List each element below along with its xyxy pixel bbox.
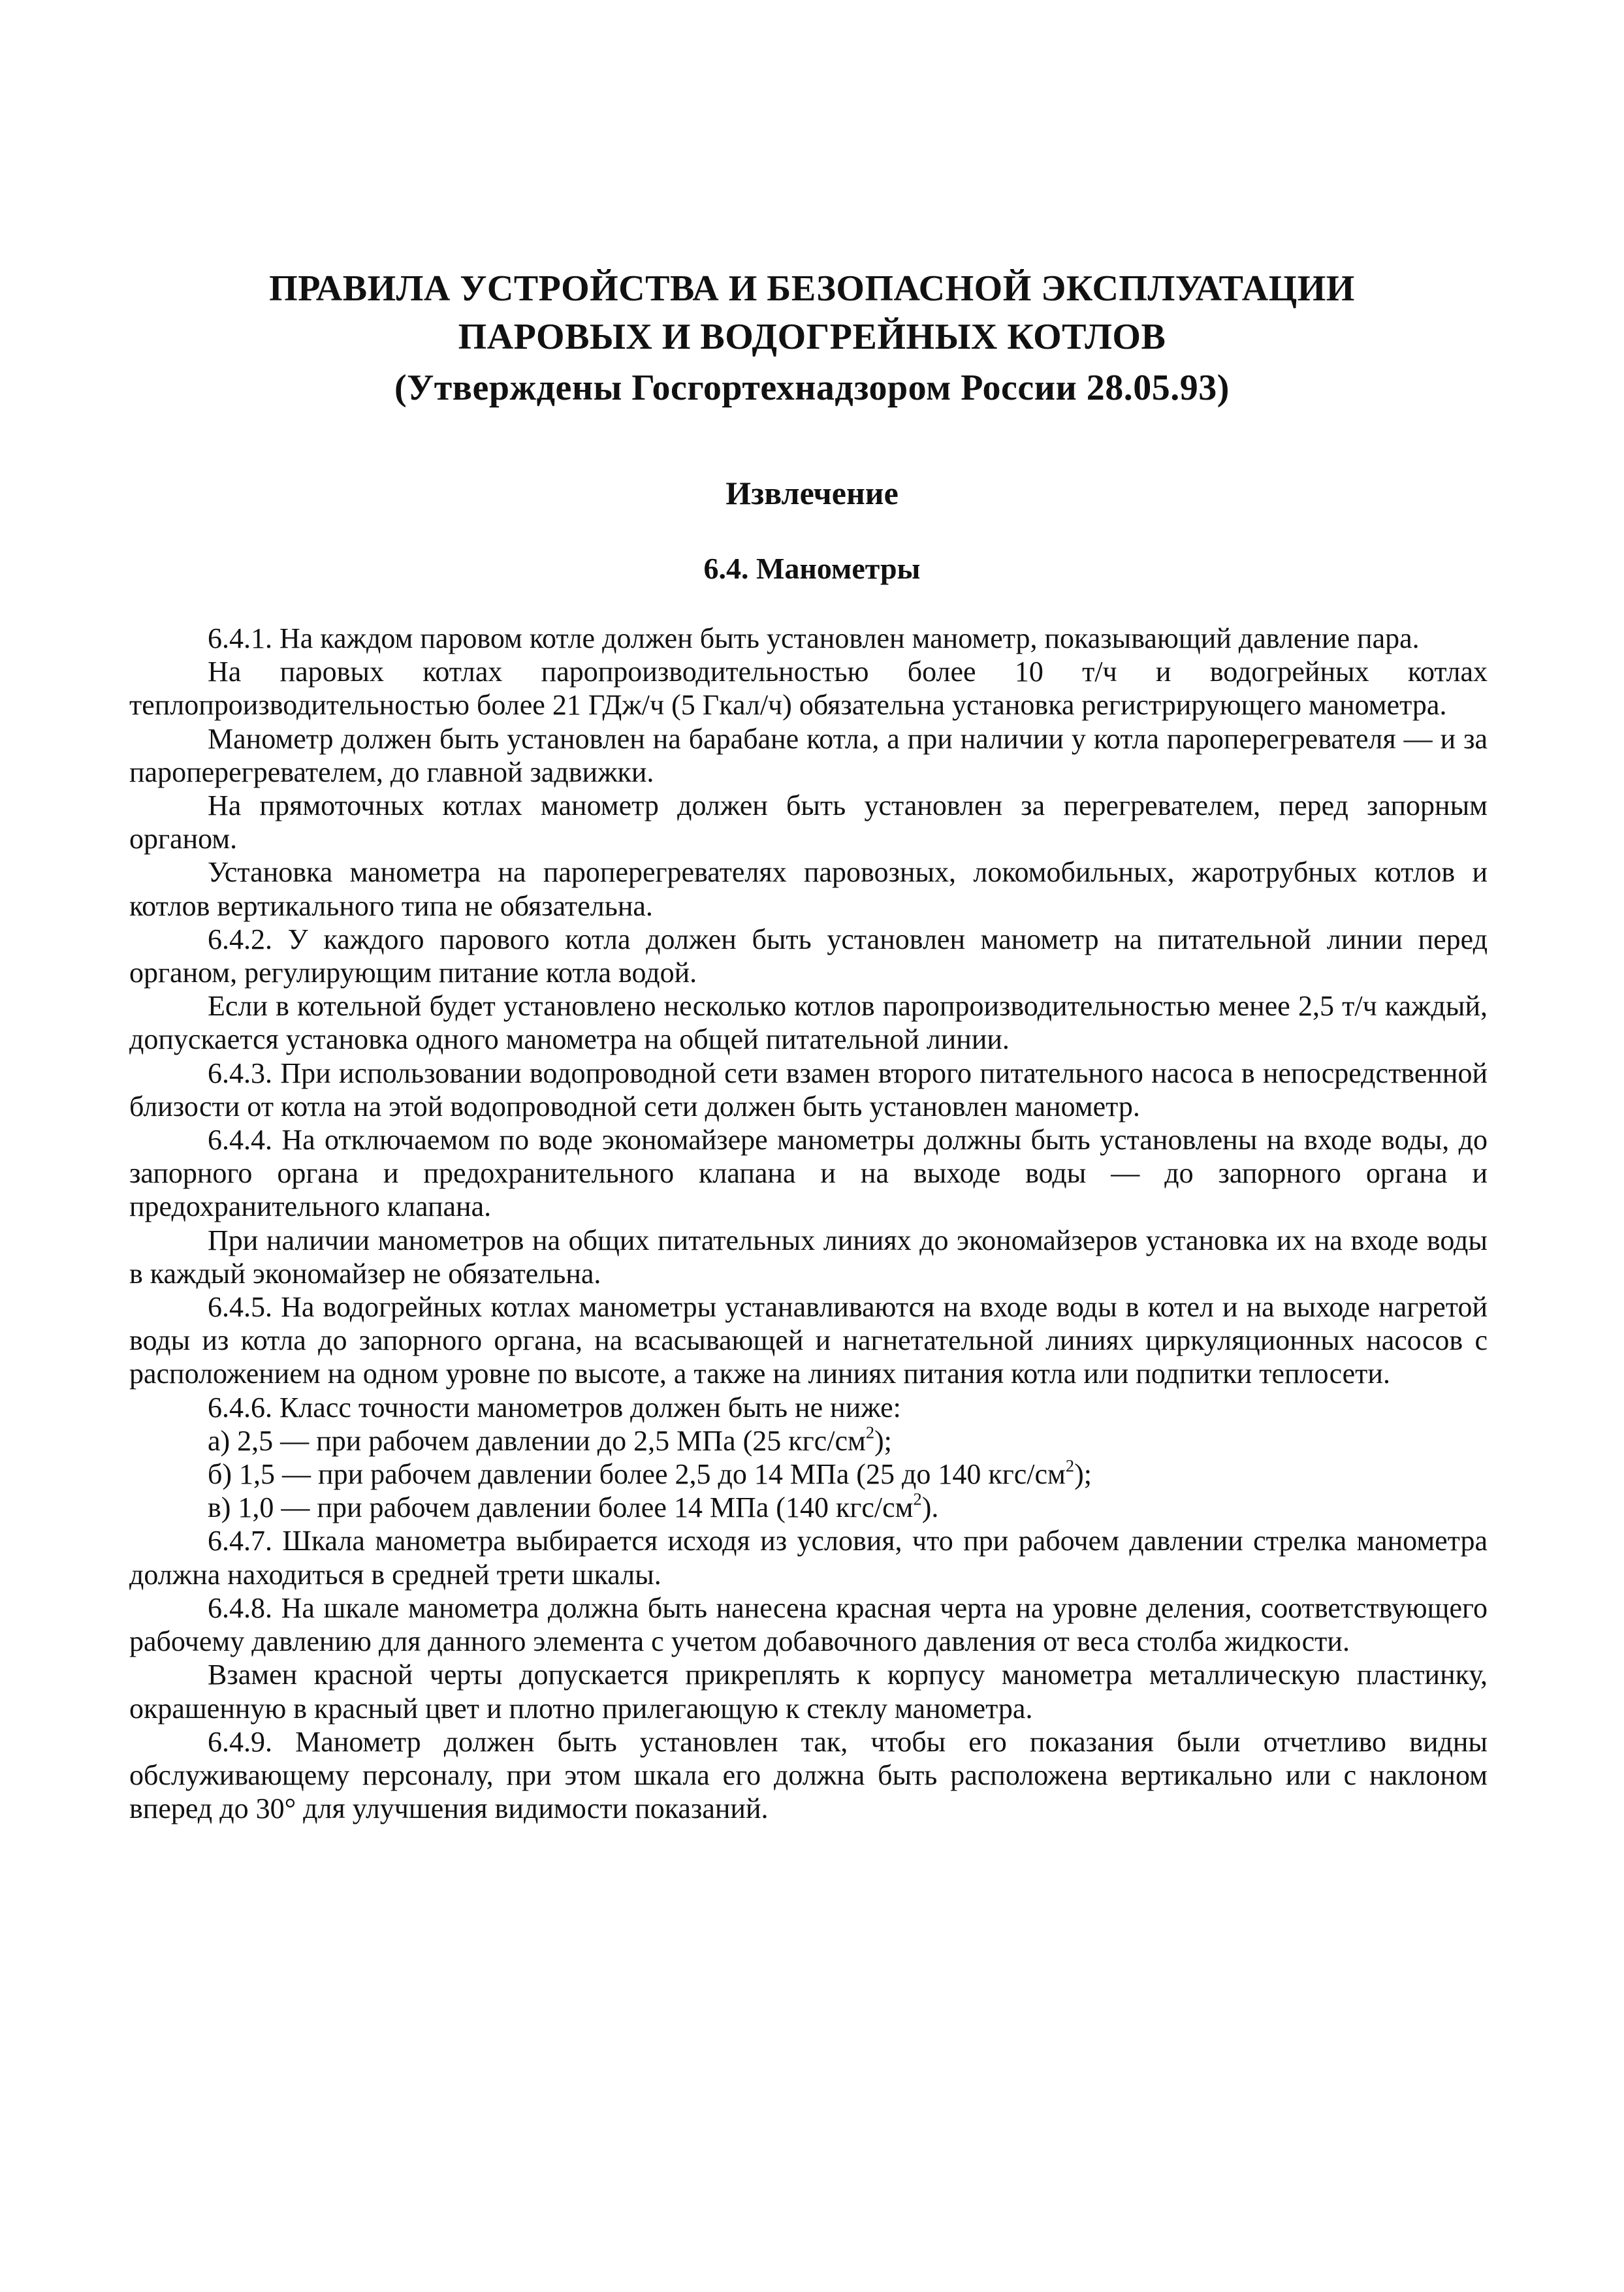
paragraph-6-4-9: 6.4.9. Манометр должен быть установлен так, чтобы его показания были отчетливо видны обслуживающему персоналу, при этом шкала его должна быть расположена вертикально или с наклоном вперед до 30° для улучшения видимости показаний. (129, 1725, 1488, 1825)
paragraph-6-4-8: 6.4.8. На шкале манометра должна быть нанесена красная черта на уровне деления, соответствующего рабочему давлению для данного элемента с учетом добавочного давления от веса столба жидкости. (129, 1591, 1488, 1658)
paragraph-common-feed-line: Если в котельной будет установлено несколько котлов паропроизводительностью менее 2,5 т/ч каждый, допускается установка одного манометра на общей питательной линии. (129, 990, 1488, 1056)
paragraph-6-4-2: 6.4.2. У каждого парового котла должен быть установлен манометр на питательной линии перед органом, регулирующим питание котла водой. (129, 923, 1488, 989)
paragraph-6-4-5: 6.4.5. На водогрейных котлах манометры устанавливаются на входе воды в котел и на выходе нагретой воды из котла до запорного органа, на всасывающей и нагнетательной линиях циркуляционных насосов с расположением на одном уровне по высоте, а также на линиях питания котла или подпитки теплосети. (129, 1291, 1488, 1390)
paragraph-red-line-plate: Взамен красной черты допускается прикреплять к корпусу манометра металлическую пластинку, окрашенную в красный цвет и плотно прилегающую к стеклу манометра. (129, 1659, 1488, 1725)
body-text (129, 622, 1488, 1825)
extract-label: Извлечение (725, 475, 899, 511)
paragraph-optional-installation: Установка манометра на пароперегревателях паровозных, локомобильных, жаротрубных котлов и котлов вертикального типа не обязательна. (129, 856, 1488, 922)
document-title (0, 264, 1624, 412)
title-line-1: ПРАВИЛА УСТРОЙСТВА И БЕЗОПАСНОЙ ЭКСПЛУАТАЦИИ (269, 268, 1355, 309)
list-item-class-1-0: в) 1,0 — при рабочем давлении более 14 МПа (140 кгс/$см^2$). (208, 1489, 939, 1524)
paragraph-6-4-7: 6.4.7. Шкала манометра выбирается исходя из условия, что при рабочем давлении стрелка манометра должна находиться в средней трети шкалы. (129, 1525, 1488, 1591)
title-line-2: ПАРОВЫХ И ВОДОГРЕЙНЫХ КОТЛОВ (458, 317, 1166, 357)
paragraph-drum-installation: Манометр должен быть установлен на барабане котла, а при наличии у котла пароперегревателя — и за пароперегревателем, до главной задвижки. (129, 722, 1488, 788)
paragraph-recording-manometer: На паровых котлах паропроизводительностью более 10 т/ч и водогрейных котлах теплопроизводительностью более 21 ГДж/ч (5 Гкал/ч) обязательна установка регистрирующего манометра. (129, 656, 1488, 722)
paragraph-6-4-1: 6.4.1. На каждом паровом котле должен быть установлен манометр, показывающий давление пара. (208, 622, 1420, 654)
approval-note: (Утверждены Госгортехнадзором России 28.05.93) (394, 368, 1230, 408)
list-item-class-1-5: б) 1,5 — при рабочем давлении более 2,5 до 14 МПа (25 до 140 кгс/$см^2$); (208, 1456, 1092, 1491)
paragraph-once-through-boilers: На прямоточных котлах манометр должен быть установлен за перегревателем, перед запорным органом. (129, 789, 1488, 855)
section-heading: 6.4. Манометры (703, 552, 921, 585)
paragraph-6-4-6: 6.4.6. Класс точности манометров должен быть не ниже: (208, 1391, 901, 1424)
paragraph-6-4-4: 6.4.4. На отключаемом по воде экономайзере манометры должны быть установлены на входе воды, до запорного органа и предохранительного клапана и на выходе воды — до запорного органа и предохранительного клапана. (129, 1124, 1488, 1223)
list-item-class-2-5: а) 2,5 — при рабочем давлении до 2,5 МПа (25 кгс/$см^2$); (208, 1422, 892, 1457)
paragraph-economizer-inlets: При наличии манометров на общих питательных линиях до экономайзеров установка их на входе воды в каждый экономайзер не обязательна. (129, 1224, 1488, 1290)
paragraph-6-4-3: 6.4.3. При использовании водопроводной сети взамен второго питательного насоса в непосредственной близости от котла на этой водопроводной сети должен быть установлен манометр. (129, 1057, 1488, 1122)
